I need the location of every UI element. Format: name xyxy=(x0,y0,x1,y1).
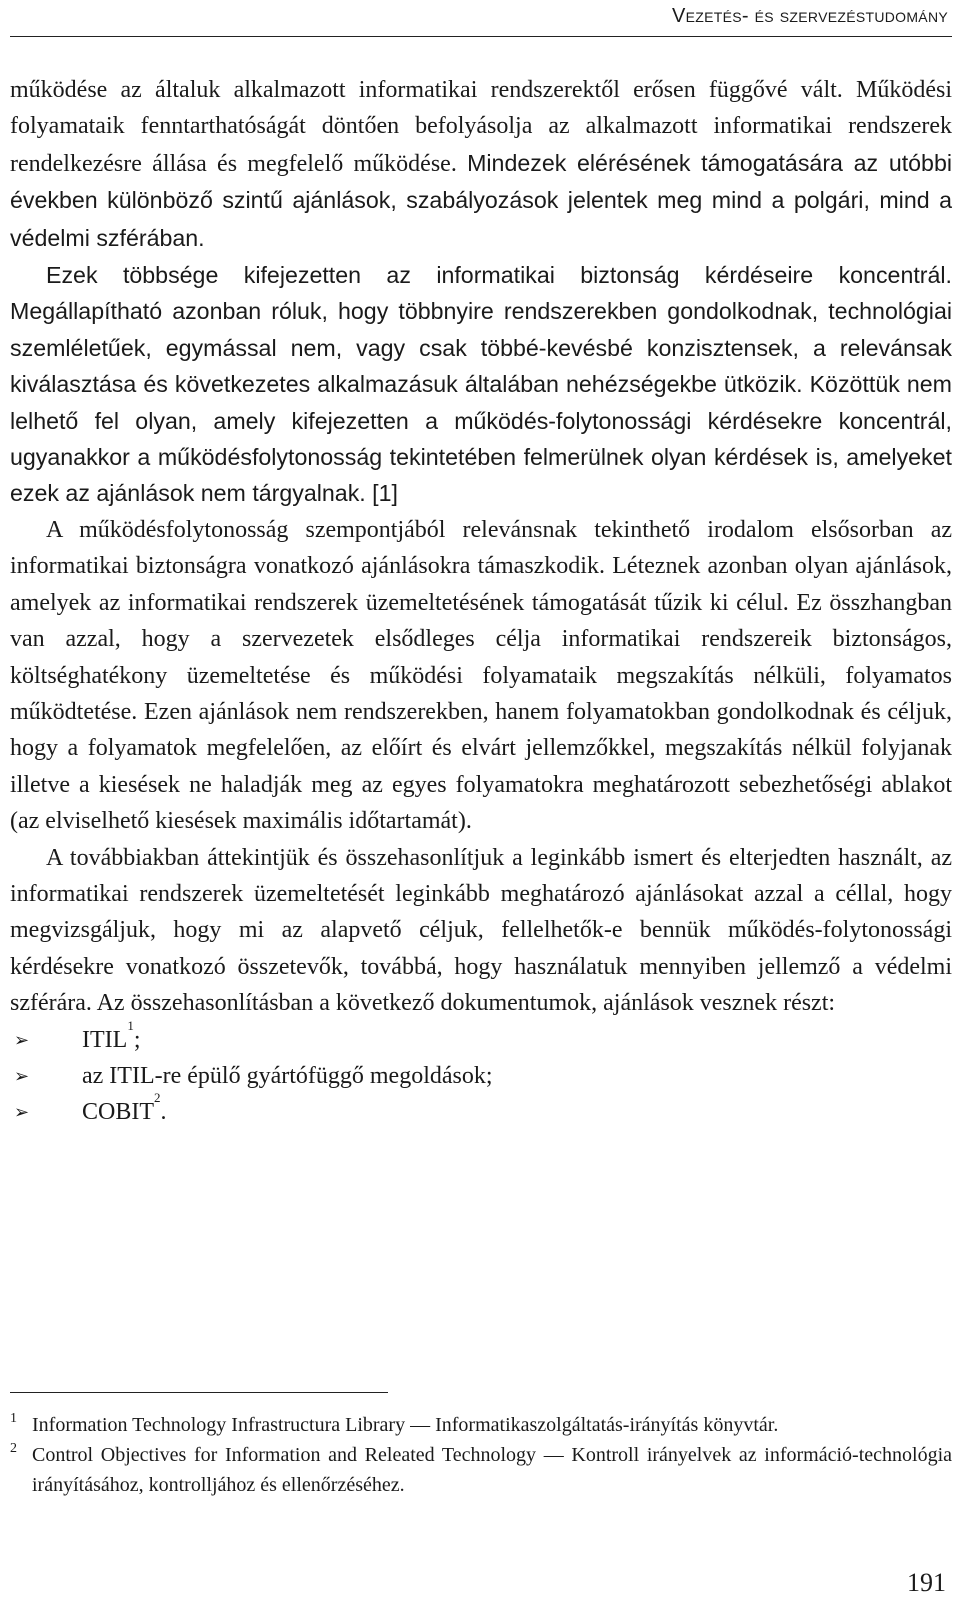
article-body xyxy=(10,72,952,1131)
paragraph-1 xyxy=(10,72,952,257)
footnote-2 xyxy=(10,1440,952,1500)
footnote-text: Control Objectives for Information and Releated Technology — Kontroll irányelvek az információ-technológia irányításához, kontrolljához és ellenőrzéséhez. xyxy=(32,1444,952,1496)
footnote-number: 1 xyxy=(10,1411,17,1426)
paragraph-1-sans: Mindezek elérésének támogatására az utóbbi években különböző szintű ajánlások, szabályozások jelentek meg mind a polgári, mind a védelmi szférában. xyxy=(10,149,952,251)
arrowhead-bullet-icon: ➢ xyxy=(14,1065,30,1086)
list-item-suffix: ; xyxy=(133,1026,141,1053)
paragraph-1-serif: működése az általuk alkalmazott informatikai rendszerektől erősen függővé vált. Működési folyamataik fenntarthatóságát döntően befolyásolja az alkalmazott informatikai rendszerek rendelkezésre állása és megfelelő működése. xyxy=(10,77,952,177)
document-list xyxy=(10,1017,952,1131)
arrowhead-bullet-icon: ➢ xyxy=(14,1029,30,1050)
list-item-suffix: . xyxy=(160,1099,167,1126)
arrowhead-bullet-icon: ➢ xyxy=(14,1102,30,1123)
running-header xyxy=(10,0,952,37)
list-item xyxy=(10,1090,952,1130)
journal-title: Vezetés- és szervezéstudomány xyxy=(671,5,948,27)
footnote-ref: 2 xyxy=(154,1090,161,1106)
list-item xyxy=(10,1017,952,1058)
paragraph-4: A továbbiakban áttekintjük és összehasonlítjuk a leginkább ismert és elterjedten használt, az informatikai rendszerek üzemeltetését leginkább meghatározó ajánlásokat azzal a céllal, hogy megvizsgáljuk, hogy mi az alapvető céljuk, fellelhetők-e bennük működés-folytonossági kérdésekre vonatkozó összetevők, továbbá, hogy használatuk mennyiben jellemző a védelmi szférára. Az összehasonlításban a következő dokumentumok, ajánlások vesznek részt: xyxy=(10,844,952,1017)
list-item-text: COBIT xyxy=(82,1099,154,1126)
list-item-text: az ITIL-re épülő gyártófüggő megoldások; xyxy=(82,1062,493,1089)
paragraph-3: A működésfolytonosság szempontjából relevánsnak tekinthető irodalom elsősorban az informatikai biztonságra vonatkozó ajánlásokra támaszkodik. Léteznek azonban olyan ajánlások, amelyek az informatikai rendszerek üzemeltetésének támogatását tűzik ki célul. Ez összhangban van azzal, hogy a szervezetek elsődleges célja informatikai rendszereik biztonságos, költséghatékony üzemeltetése és működési folyamataik megszakítás nélküli, folyamatos működtetése. Ezen ajánlások nem rendszerekben, hanem folyamatokban gondolkodnak és céljuk, hogy a folyamatok megfelelően, az előírt és elvárt jellemzőkkel, megszakítás nélkül folyjanak illetve a kiesések ne haladják meg az egyes folyamatokra meghatározott sebezhetőségi ablakot (az elviselhető kiesések maximális időtartamát). xyxy=(10,516,952,835)
footnote-number: 2 xyxy=(10,1441,17,1456)
footnote-text: Information Technology Infrastructura Library — Informatikaszolgáltatás-irányítás könyvtár. xyxy=(32,1414,779,1436)
list-item-text: ITIL xyxy=(82,1026,128,1053)
footnotes xyxy=(10,1410,952,1500)
footnote-ref: 1 xyxy=(127,1017,134,1033)
footnote-1 xyxy=(10,1410,952,1440)
page-number: 191 xyxy=(907,1568,946,1597)
list-item xyxy=(10,1058,952,1094)
paragraph-2: Ezek többsége kifejezetten az informatikai biztonság kérdéseire koncentrál. Megállapítható azonban róluk, hogy többnyire rendszerekben gondolkodnak, technológiai szemléletűek, egymással nem, vagy csak többé-kevésbé konzisztensek, a relevánsak kiválasztása és következetes alkalmazásuk általában nehézségekbe ütközik. Közöttük nem lelhető fel olyan, amely kifejezetten a működés-folytonossági kérdésekre koncentrál, ugyanakkor a működésfolytonosság tekintetében felmerülnek olyan kérdések is, amelyeket ezek az ajánlások nem tárgyalnak. [1] xyxy=(10,262,952,507)
footnote-separator xyxy=(10,1392,388,1393)
